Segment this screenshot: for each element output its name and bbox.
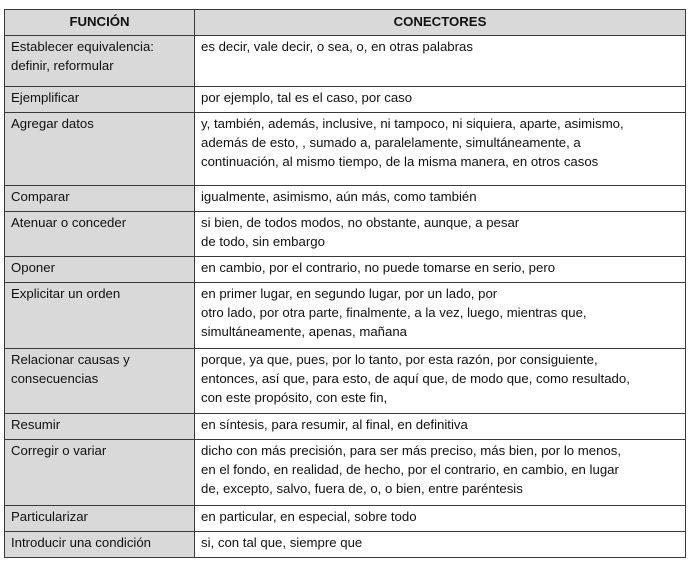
conectores-cell: en síntesis, para resumir, al final, en definitiva xyxy=(195,414,686,440)
conectores-cell: en cambio, por el contrario, no puede tomarse en serio, pero xyxy=(195,257,686,283)
table-row xyxy=(5,113,686,186)
header-row xyxy=(5,10,686,36)
funcion-cell: Particularizar xyxy=(5,506,195,532)
funcion-cell: Establecer equivalencia: definir, reformular xyxy=(5,36,195,87)
funcion-cell: Relacionar causas y consecuencias xyxy=(5,349,195,414)
table-row xyxy=(5,36,686,87)
conectores-cell: y, también, además, inclusive, ni tampoco, ni siquiera, aparte, asimismo, además de esto, , sumado a, paralelamente, simultáneamente, a continuación, al mismo tiempo, de la misma manera, en otros casos xyxy=(195,113,686,186)
conectores-cell: si bien, de todos modos, no obstante, aunque, a pesar de todo, sin embargo xyxy=(195,212,686,257)
table-row xyxy=(5,257,686,283)
table-row xyxy=(5,186,686,212)
conectores-cell: porque, ya que, pues, por lo tanto, por esta razón, por consiguiente, entonces, así que, para esto, de aquí que, de modo que, como resultado, con este propósito, con este fin, xyxy=(195,349,686,414)
table-row xyxy=(5,506,686,532)
funcion-cell: Introducir una condición xyxy=(5,532,195,558)
funcion-cell: Explicitar un orden xyxy=(5,283,195,349)
table-row xyxy=(5,349,686,414)
funcion-cell: Ejemplificar xyxy=(5,87,195,113)
header-conectores: CONECTORES xyxy=(195,10,686,36)
header-funcion: FUNCIÓN xyxy=(5,10,195,36)
table-row xyxy=(5,212,686,257)
conectores-cell: igualmente, asimismo, aún más, como también xyxy=(195,186,686,212)
funcion-cell: Agregar datos xyxy=(5,113,195,186)
connectors-table xyxy=(4,9,686,558)
table-row xyxy=(5,440,686,506)
funcion-cell: Comparar xyxy=(5,186,195,212)
funcion-cell: Corregir o variar xyxy=(5,440,195,506)
conectores-cell: por ejemplo, tal es el caso, por caso xyxy=(195,87,686,113)
funcion-cell: Atenuar o conceder xyxy=(5,212,195,257)
table-row xyxy=(5,532,686,558)
table-row xyxy=(5,87,686,113)
table-row xyxy=(5,414,686,440)
funcion-cell: Oponer xyxy=(5,257,195,283)
conectores-cell: es decir, vale decir, o sea, o, en otras palabras xyxy=(195,36,686,87)
funcion-cell: Resumir xyxy=(5,414,195,440)
conectores-cell: en primer lugar, en segundo lugar, por un lado, por otro lado, por otra parte, finalmente, a la vez, luego, mientras que, simultáneamente, apenas, mañana xyxy=(195,283,686,349)
table-row xyxy=(5,283,686,349)
conectores-cell: si, con tal que, siempre que xyxy=(195,532,686,558)
conectores-cell: en particular, en especial, sobre todo xyxy=(195,506,686,532)
conectores-cell: dicho con más precisión, para ser más preciso, más bien, por lo menos, en el fondo, en realidad, de hecho, por el contrario, en cambio, en lugar de, excepto, salvo, fuera de, o, o bien, entre paréntesis xyxy=(195,440,686,506)
